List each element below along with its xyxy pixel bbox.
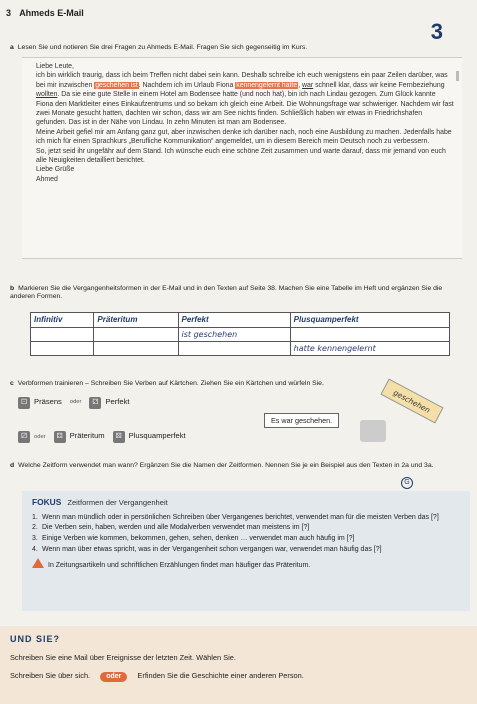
oder-label: oder (69, 399, 82, 406)
task-letter: b (10, 285, 15, 292)
column-header: Präteritum (94, 313, 178, 328)
oder-label (18, 431, 46, 443)
und-sie-line1: Schreiben Sie eine Mail über Ereignisse der letzten Zeit. Wählen Sie. (10, 653, 236, 663)
email-box (22, 57, 462, 259)
task-text: Verbformen trainieren – Schreiben Sie Verben auf Kärtchen. Ziehen Sie ein Kärtchen und würfeln Sie. (17, 380, 324, 387)
table-cell (94, 342, 178, 356)
column-header: Perfekt (178, 313, 290, 328)
dice-option (113, 431, 186, 443)
highlight-verb: geschehen ist (95, 81, 138, 89)
die-icon: ⚀ (18, 397, 30, 409)
section-title: Ahmeds E-Mail (19, 8, 84, 18)
section-header (6, 8, 84, 19)
dice-option (18, 397, 62, 409)
list-item-text: Wenn man mündlich oder in persönlichen Schreiben über Vergangenes berichtet, verwendet man für die meisten Verben das [?] (42, 513, 439, 521)
task-a (10, 44, 307, 52)
task-b (10, 285, 465, 302)
table-cell (290, 328, 449, 342)
focus-list (32, 514, 460, 555)
und-sie-title: UND SIE? (10, 634, 61, 644)
grammar-badge: G (401, 477, 413, 489)
column-header: Infinitiv (31, 313, 94, 328)
dice-row (18, 397, 130, 409)
list-item: 1. Wenn man mündlich oder in persönlichen Schreiben über Vergangenes berichtet, verwendet man für die meisten Verben das [?] (32, 513, 439, 521)
speech-bubble: Es war geschehen. (264, 413, 339, 428)
table-cell (31, 328, 94, 342)
mail-paragraph-1 (36, 71, 454, 127)
option-other: Erfinden Sie die Geschichte einer anderen Person. (137, 670, 304, 680)
focus-title (32, 497, 460, 508)
table-row (31, 342, 450, 356)
task-text: Welche Zeitform verwendet man wann? Ergänzen Sie die Namen der Zeitformen. Nennen Sie je ein Beispiel aus den Texten in 2a und 3a. (18, 462, 434, 469)
table-cell: ist geschehen (178, 328, 290, 342)
focus-box (22, 491, 470, 611)
underlined-verb: wollten (36, 91, 58, 99)
mail-text: ich bin wirklich traurig, dass ich beim Treffen nicht dabei sein kann. Deshalb schreibe ich euch wenigstens ein paar Zeilen darüber, was bei mir inzwischen (36, 72, 448, 89)
page-big-number: 3 (430, 19, 443, 44)
mail-signature: Ahmed (36, 175, 58, 183)
focus-note-text: In Zeitungsartikeln und schriftlichen Erzählungen findet man häufiger das Präteritum. (48, 561, 311, 569)
highlight-verb: kennengelernt hatte (236, 81, 298, 89)
focus-label: FOKUS (32, 497, 62, 507)
mail-greeting: Liebe Leute, (36, 63, 74, 70)
oder-text: oder (34, 434, 46, 440)
list-item: 2. Die Verben sein, haben, werden und alle Modalverben verwendet man meistens im [?] (32, 524, 310, 532)
mail-closing: Liebe Grüße (36, 166, 75, 174)
mail-paragraph-3: So, jetzt seid ihr ungefähr auf dem Stand. Ich wünsche euch eine schöne Zeit zusammen und warte darauf, dass mir jemand von euch alle Neuigkeiten detailliert berichtet. (36, 147, 446, 164)
list-item: 4. Wenn man über etwas spricht, was in der Vergangenheit schon vergangen war, verwendet man häufig das [?] (32, 545, 382, 553)
table-cell (178, 342, 290, 356)
mail-text: schnell klar, dass wir keine Fernbeziehung (315, 81, 445, 89)
die-icon: ⚂ (18, 431, 30, 443)
warning-icon (32, 558, 44, 568)
oder-badge: oder (100, 672, 127, 683)
und-sie-section (0, 626, 477, 704)
dice-row (18, 431, 186, 443)
table-cell (94, 328, 178, 342)
list-item-text: Einige Verben wie kommen, bekommen, gehen, sehen, denken … verwendet man auch häufig im [?] (42, 535, 355, 542)
task-c (10, 380, 324, 388)
mail-paragraph-2: Meine Arbeit gefiel mir am Anfang ganz gut, aber inzwischen denke ich darüber nach, noch eine Ausbildung zu machen. Jedenfalls habe ich mich für einen Sprachkurs „Berufliche Kommunikation“ angemeldet, um in diesem Bereich mein Deutsch noch zu verbessern. (36, 128, 452, 146)
table-header-row (31, 313, 450, 328)
dice-option (89, 397, 129, 409)
task-d (10, 462, 465, 470)
dice-image (360, 420, 386, 442)
dice-option (54, 431, 105, 443)
section-number: 3 (6, 8, 12, 18)
task-letter: c (10, 380, 14, 387)
table-cell: hatte kennengelernt (290, 342, 449, 356)
dice-label: Präteritum (69, 431, 105, 440)
mail-text: . Nachdem ich im Urlaub Fiona (138, 81, 234, 89)
scroll-marker (456, 71, 459, 81)
focus-subtitle: Zeitformen der Vergangenheit (67, 498, 168, 507)
list-item: 3. Einige Verben wie kommen, bekommen, gehen, sehen, denken … verwendet man auch häufig im [?] (32, 535, 355, 542)
option-self: Schreiben Sie über sich. (10, 670, 91, 680)
die-icon: ⚃ (54, 431, 66, 443)
word-card: geschehen (380, 378, 443, 423)
underlined-verb: war (302, 81, 314, 89)
list-item-text: Wenn man über etwas spricht, was in der Vergangenheit schon vergangen war, verwendet man häufig das [?] (42, 545, 382, 553)
task-letter: d (10, 462, 15, 469)
und-sie-line2 (10, 671, 467, 683)
task-text: Lesen Sie und notieren Sie drei Fragen zu Ahmeds E-Mail. Fragen Sie sich gegenseitig im Kurs. (17, 44, 308, 51)
table-cell (31, 342, 94, 356)
task-text: Markieren Sie die Vergangenheitsformen in der E-Mail und in den Texten auf Seite 38. Machen Sie eine Tabelle im Heft und ergänzen Sie die anderen Formen. (10, 285, 443, 301)
mail-text: , (298, 81, 301, 89)
die-icon: ⚄ (113, 431, 125, 443)
dice-label: Plusquamperfekt (128, 431, 186, 440)
die-icon: ⚁ (89, 397, 101, 409)
focus-note (32, 558, 460, 571)
mail-text: . Da sie eine gute Stelle in einem Hotel am Bodensee hatte (und noch hat), bin ich nach Lindau gezogen. Zum Glück kannte Fiona den Marktleiter eines Einkaufzentrums und so bekam ich gleich eine Arbeit. Die Wohnungsfrage war schwieriger. Nachdem wir fast zwei Monate gesucht hatten, dachten wir schon, dass wir am See nichts finden. Schließlich haben wir etwas in Friedrichshafen gefunden. Das ist in der Nähe von Lindau. In zehn Minuten ist man am Bodensee. (36, 91, 454, 127)
column-header: Plusquamperfekt (290, 313, 449, 328)
dice-label: Präsens (34, 397, 62, 406)
task-letter: a (10, 44, 14, 51)
verb-table (30, 312, 450, 356)
dice-label: Perfekt (105, 397, 130, 406)
list-item-text: Die Verben sein, haben, werden und alle Modalverben verwendet man meistens im [?] (42, 524, 310, 532)
table-row (31, 328, 450, 342)
